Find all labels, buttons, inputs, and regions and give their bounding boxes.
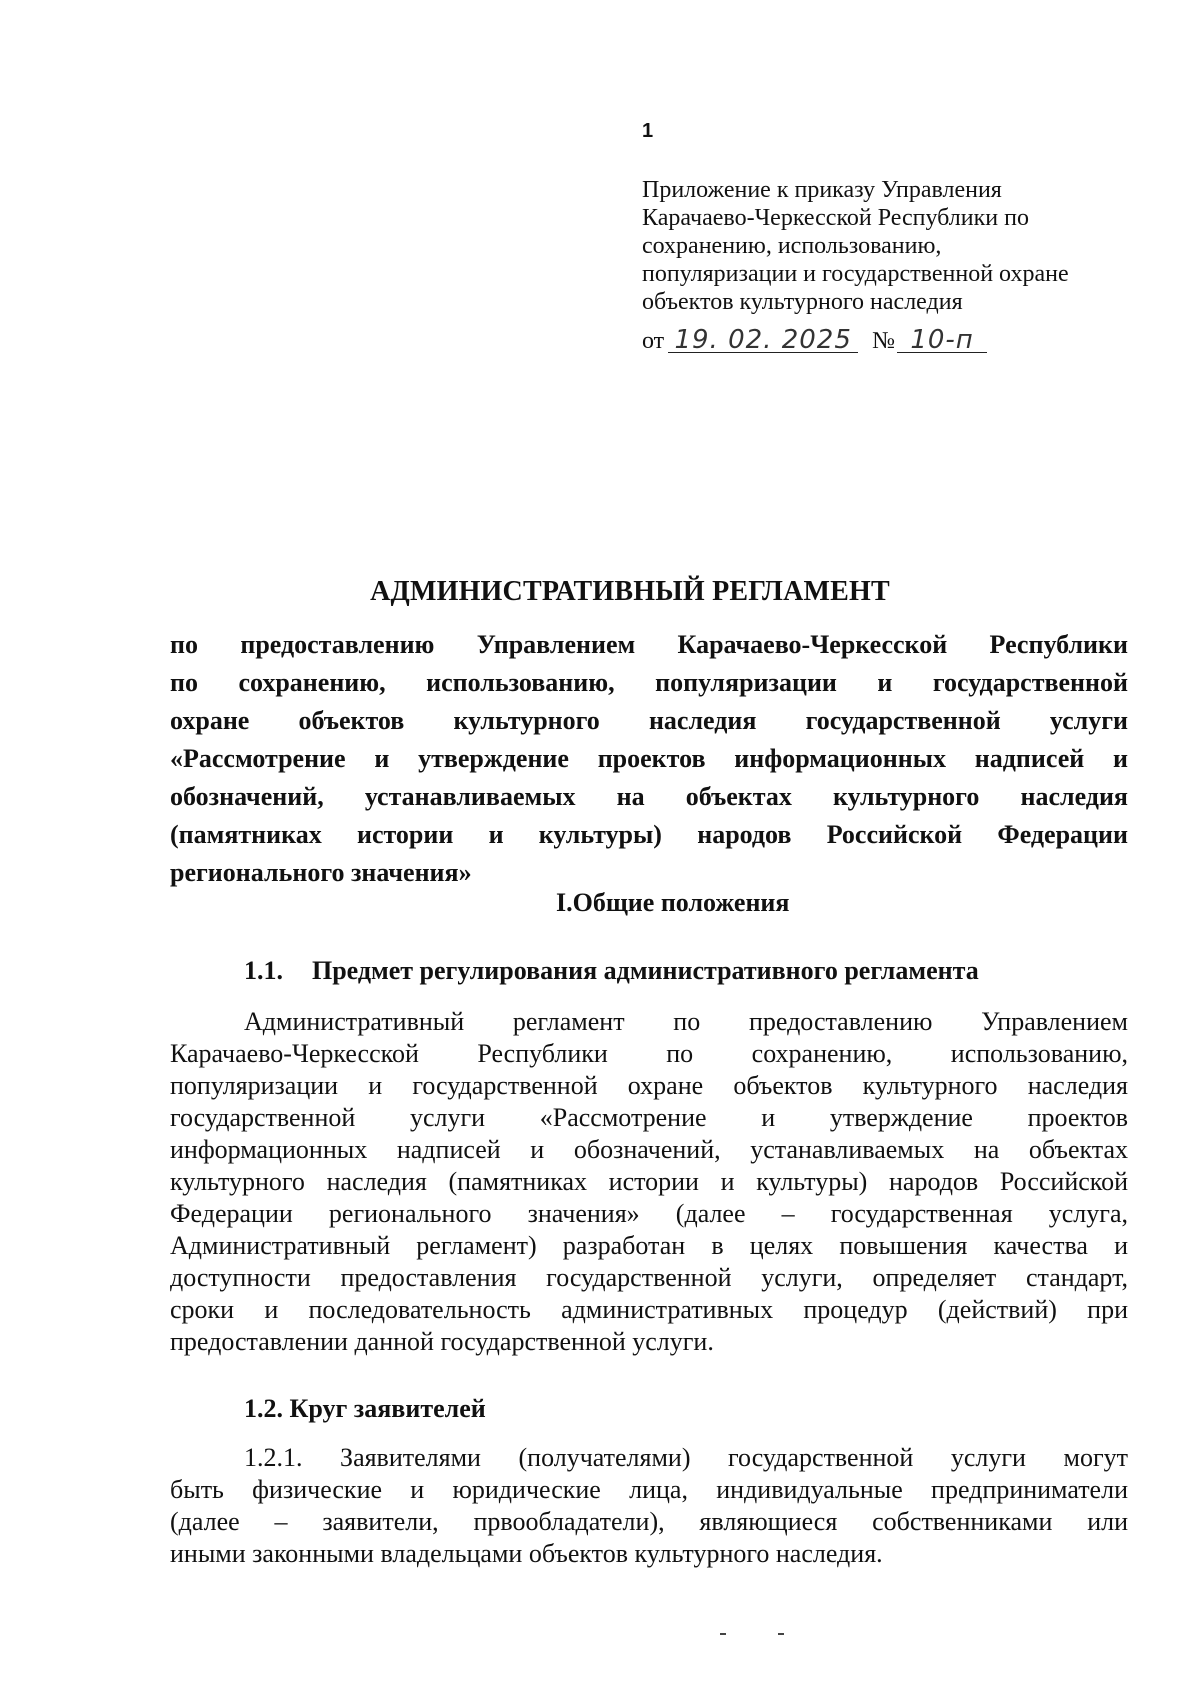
page-number: 1 bbox=[642, 120, 654, 142]
scan-speck bbox=[778, 1633, 784, 1635]
subtitle-line: регионального значения» bbox=[170, 858, 472, 887]
paragraph-line: информационных надписей и обозначений, устанавливаемых на объектах bbox=[170, 1135, 1128, 1164]
paragraph-line: сроки и последовательность административных процедур (действий) при bbox=[170, 1295, 1128, 1324]
paragraph-1-1 bbox=[170, 1006, 1128, 1358]
appendix-line: Карачаево-Черкесской Республики по bbox=[642, 205, 1029, 231]
subtitle-line: обозначений, устанавливаемых на объектах культурного наследия bbox=[170, 782, 1128, 811]
paragraph-line: культурного наследия (памятниках истории и культуры) народов Российской bbox=[170, 1167, 1128, 1196]
document-subtitle bbox=[170, 626, 1128, 892]
paragraph-line: популяризации и государственной охране объектов культурного наследия bbox=[170, 1071, 1128, 1100]
paragraph-line: доступности предоставления государственной услуги, определяет стандарт, bbox=[170, 1263, 1128, 1292]
section-heading: I.Общие положения bbox=[556, 888, 790, 917]
paragraph-line: Федерации регионального значения» (далее – государственная услуга, bbox=[170, 1199, 1128, 1228]
document-title: АДМИНИСТРАТИВНЫЙ РЕГЛАМЕНТ bbox=[370, 576, 890, 607]
subtitle-line: «Рассмотрение и утверждение проектов информационных надписей и bbox=[170, 744, 1128, 773]
subsection-heading-1-2: 1.2. Круг заявителей bbox=[244, 1394, 486, 1423]
paragraph-line: Карачаево-Черкесской Республики по сохранению, использованию, bbox=[170, 1039, 1128, 1068]
subsection-number: 1.1. bbox=[244, 956, 283, 985]
paragraph-line: (далее – заявители, првообладатели), являющиеся собственниками или bbox=[170, 1507, 1128, 1536]
scan-speck bbox=[720, 1633, 726, 1635]
subtitle-line: по предоставлению Управлением Карачаево-Черкесской Республики bbox=[170, 630, 1128, 659]
appendix-line: сохранению, использованию, bbox=[642, 233, 942, 259]
appendix-line: объектов культурного наследия bbox=[642, 289, 963, 315]
handwritten-order-number: 10-п bbox=[897, 328, 987, 353]
date-prefix: от bbox=[642, 328, 665, 354]
subtitle-line: (памятниках истории и культуры) народов Российской Федерации bbox=[170, 820, 1128, 849]
number-sign: № bbox=[872, 328, 896, 354]
subtitle-line: охране объектов культурного наследия государственной услуги bbox=[170, 706, 1128, 735]
handwritten-date: 19. 02. 2025 bbox=[668, 328, 858, 353]
paragraph-line: быть физические и юридические лица, индивидуальные предприниматели bbox=[170, 1475, 1128, 1504]
paragraph-line: Административный регламент по предоставлению Управлением bbox=[244, 1007, 1128, 1036]
appendix-block bbox=[642, 176, 1112, 316]
appendix-line: Приложение к приказу Управления bbox=[642, 177, 1002, 203]
paragraph-line: иными законными владельцами объектов культурного наследия. bbox=[170, 1539, 883, 1568]
paragraph-1-2 bbox=[170, 1442, 1128, 1570]
paragraph-line: предоставлении данной государственной услуги. bbox=[170, 1327, 714, 1356]
subsection-title: Предмет регулирования административного регламента bbox=[312, 956, 979, 985]
subsection-heading-1-1 bbox=[244, 956, 979, 986]
paragraph-line: 1.2.1. Заявителями (получателями) государственной услуги могут bbox=[244, 1443, 1128, 1472]
order-date-number bbox=[642, 325, 987, 355]
paragraph-line: Административный регламент) разработан в целях повышения качества и bbox=[170, 1231, 1128, 1260]
appendix-line: популяризации и государственной охране bbox=[642, 261, 1069, 287]
paragraph-line: государственной услуги «Рассмотрение и утверждение проектов bbox=[170, 1103, 1128, 1132]
subtitle-line: по сохранению, использованию, популяризации и государственной bbox=[170, 668, 1128, 697]
